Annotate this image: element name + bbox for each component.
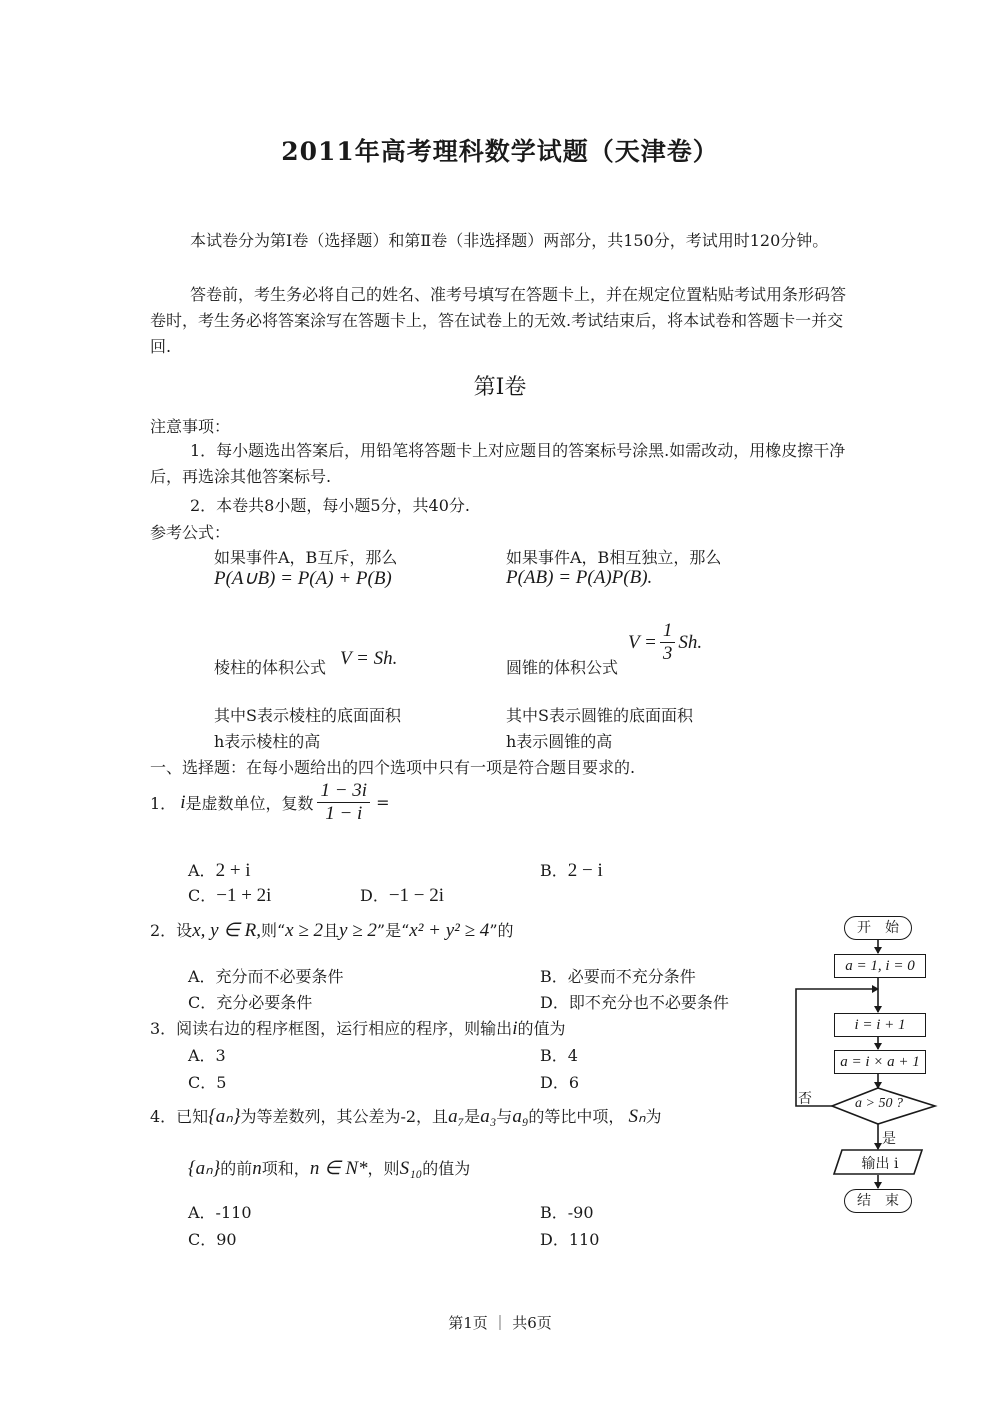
q1-option-a [188, 858, 251, 882]
q2-text-4: ”的 [489, 921, 514, 940]
q2-option-d: D．即不充分也不必要条件 [540, 993, 729, 1012]
q2-text-2: 且 [323, 921, 340, 940]
q1-imag-unit: i [180, 791, 186, 813]
one-third-fraction [660, 620, 676, 665]
q4-text-1: 为等差数列，其公差为-2，且 [240, 1107, 449, 1126]
cone-note-2: h表示圆锥的高 [506, 732, 613, 751]
formula-independent-text: 如果事件A，B相互独立，那么 [506, 548, 722, 567]
prism-volume-formula: V = Sh. [340, 648, 398, 669]
flowchart-step-update: a = i × a + 1 [834, 1050, 926, 1074]
q4-math-1: {aₙ} [208, 1106, 241, 1127]
q4-option-b: B．-90 [540, 1203, 594, 1222]
q1-option-c-label: C． [188, 886, 217, 905]
q3-option-b: B．4 [540, 1046, 578, 1065]
q4-text-9: 的值为 [422, 1159, 471, 1178]
q4-text-5: 为 [645, 1107, 662, 1126]
q4-option-a: A．-110 [188, 1203, 252, 1222]
q1-option-a-value: 2 + i [215, 860, 251, 881]
q1-fraction-denominator: 1 − i [325, 803, 363, 824]
notes-item-1: 1．每小题选出答案后，用铅笔将答题卡上对应题目的答案标号涂黑.如需改动，用橡皮擦干净后，再选涂其他答案标号. [150, 441, 846, 486]
q4-math-3: a₃ [480, 1106, 497, 1127]
section-title: 第Ⅰ卷 [473, 375, 527, 400]
page-footer: 第1页 ｜ 共6页 [448, 1314, 552, 1332]
flowchart-start: 开 始 [844, 916, 912, 940]
formulas-heading: 参考公式： [150, 523, 231, 542]
q1-text: 是虚数单位，复数 [185, 794, 314, 813]
question-4-line-1 [150, 1104, 662, 1128]
cone-lhs: V = [628, 631, 657, 653]
q1-option-a-label: A． [188, 861, 216, 880]
question-3 [150, 1016, 565, 1040]
q2-math-3: y ≥ 2 [339, 920, 377, 941]
q4-math-5: Sₙ [628, 1106, 646, 1127]
q4-math-4: a₉ [512, 1106, 529, 1127]
q1-option-d [360, 883, 444, 907]
cone-volume-label: 圆锥的体积公式 [506, 658, 619, 677]
q4-text-7: 项和， [261, 1159, 310, 1178]
formula-exclusive: P(A∪B) = P(A) + P(B) [214, 568, 392, 589]
q4-math-9: S₁₀ [399, 1158, 423, 1179]
q3-option-c: C．5 [188, 1073, 227, 1092]
q2-text-3: ”是“ [376, 921, 410, 940]
prism-note-1: 其中S表示棱柱的底面面积 [214, 706, 401, 725]
q3-option-d: D．6 [540, 1073, 580, 1092]
q4-text-2: 是 [464, 1107, 481, 1126]
q2-option-a: A．充分而不必要条件 [188, 967, 344, 986]
q2-number: 2．设 [150, 921, 193, 940]
flowchart-yes-label: 是 [882, 1131, 896, 1147]
q3-text-1: 3．阅读右边的程序框图，运行相应的程序，则输出 [150, 1019, 513, 1038]
q3-var: i [512, 1018, 518, 1039]
q4-text-3: 与 [496, 1107, 513, 1126]
q4-math-7: n [252, 1158, 262, 1179]
flowchart-end: 结 束 [844, 1189, 912, 1213]
q1-option-c [188, 883, 271, 907]
page-title: 2011年高考理科数学试题（天津卷） [281, 137, 719, 166]
q4-math-2: a₇ [448, 1106, 465, 1127]
notes-heading: 注意事项： [150, 417, 231, 436]
cone-volume-formula [628, 620, 702, 665]
q1-option-b-label: B． [540, 861, 568, 880]
fraction-denominator: 3 [662, 643, 673, 664]
q1-fraction-numerator: 1 − 3i [317, 780, 370, 803]
prism-volume-label: 棱柱的体积公式 [214, 658, 327, 677]
notes-item-2: 2．本卷共8小题，每小题5分，共40分. [190, 496, 470, 515]
flowchart-init: a = 1, i = 0 [834, 954, 926, 978]
q1-option-b-value: 2 − i [567, 860, 603, 881]
formula-exclusive-text: 如果事件A，B互斥，那么 [214, 548, 398, 567]
q4-option-c: C．90 [188, 1230, 237, 1249]
cone-rhs: Sh. [678, 631, 703, 653]
q2-math-4: x² + y² ≥ 4 [409, 920, 490, 941]
q4-number: 4．已知 [150, 1107, 209, 1126]
q3-option-a: A．3 [188, 1046, 226, 1065]
flowchart-step-increment: i = i + 1 [834, 1013, 926, 1037]
q4-math-8: n ∈ N* [309, 1158, 368, 1179]
cone-note-1: 其中S表示圆锥的底面面积 [506, 706, 693, 725]
part1-heading: 一、选择题：在每小题给出的四个选项中只有一项是符合题目要求的. [150, 758, 636, 777]
flowchart-no-label: 否 [798, 1091, 812, 1107]
q1-equals: = [376, 793, 390, 812]
formula-independent: P(AB) = P(A)P(B). [506, 567, 653, 588]
q2-option-b: B．必要而不充分条件 [540, 967, 696, 986]
q4-math-6: {aₙ} [188, 1158, 221, 1179]
q1-fraction [317, 780, 370, 825]
q1-option-c-value: −1 + 2i [216, 885, 272, 906]
q3-text-2: 的值为 [517, 1019, 566, 1038]
question-1 [150, 780, 390, 825]
intro-paragraph-1: 本试卷分为第Ⅰ卷（选择题）和第Ⅱ卷（非选择题）两部分，共150分，考试用时120分钟。 [190, 231, 829, 250]
q2-math-2: x ≥ 2 [285, 920, 324, 941]
flowchart-condition: a > 50 ? [855, 1096, 903, 1111]
q1-option-d-value: −1 − 2i [388, 885, 445, 906]
q2-text-1: 则“ [260, 921, 286, 940]
question-2 [150, 918, 514, 942]
fraction-numerator: 1 [660, 620, 676, 643]
q4-text-4: 的等比中项， [528, 1107, 625, 1126]
flowchart [790, 910, 950, 1220]
intro-paragraph-2: 答卷前，考生务必将自己的姓名、准考号填写在答题卡上，并在规定位置粘贴考试用条形码答卷时，考生务必将答案涂写在答题卡上，答在试卷上的无效.考试结束后，将本试卷和答题卡一并交回. [150, 285, 847, 356]
flowchart-output: 输出 i [861, 1156, 899, 1172]
q2-option-c: C．充分必要条件 [188, 993, 313, 1012]
q1-number: 1． [150, 794, 177, 813]
prism-note-2: h表示棱柱的高 [214, 732, 321, 751]
q4-text-6: 的前 [220, 1159, 253, 1178]
q4-option-d: D．110 [540, 1230, 600, 1249]
q1-option-d-label: D． [360, 886, 389, 905]
q2-math-1: x, y ∈ R, [192, 920, 261, 941]
q1-option-b [540, 858, 603, 882]
q4-text-8: ，则 [367, 1159, 400, 1178]
question-4-line-2 [188, 1156, 470, 1180]
